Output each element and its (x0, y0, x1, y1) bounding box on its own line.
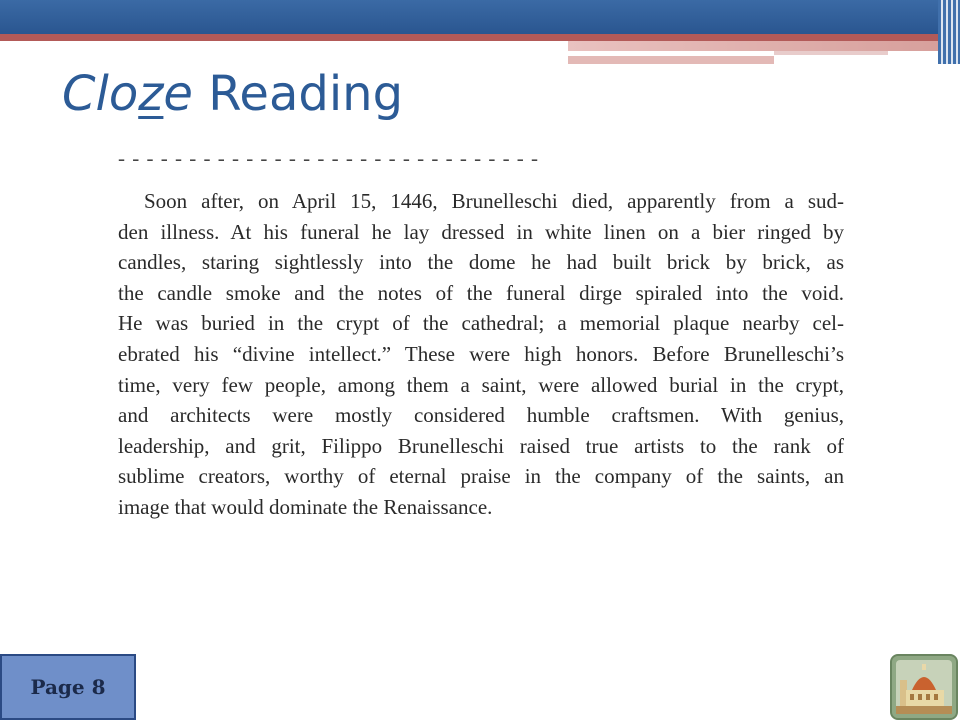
passage-line: image that would dominate the Renaissance. (118, 494, 493, 519)
page-number-label: Page 8 (30, 675, 106, 699)
header-red-band (0, 34, 938, 41)
page-number-box (0, 654, 136, 720)
passage-line: time, very few people, among them a saint, were allowed burial in the crypt, (118, 372, 844, 397)
slide-title (62, 66, 404, 122)
passage-line: Soon after, on April 15, 1446, Brunelleschi died, apparently from a sud- (144, 189, 844, 213)
cutoff-text-line (118, 158, 558, 176)
passage-line: candles, staring sightlessly into the dome he had built brick by brick, as (118, 250, 844, 275)
header-blue-band (0, 0, 938, 34)
passage-line: leadership, and grit, Filippo Brunelleschi raised true artists to the rank of (118, 433, 844, 458)
header-pink-band (568, 41, 938, 51)
duomo-illustration (892, 656, 956, 718)
title-part-1: Clo (62, 66, 139, 122)
cutoff-text: - - - - - - - - - - - - - - - - - - - - - - - - - - - - - - (118, 158, 540, 170)
passage-line: He was buried in the crypt of the cathedral; a memorial plaque nearby cel- (118, 311, 844, 336)
title-italic-e: e (163, 66, 193, 122)
title-part-2: Reading (192, 66, 404, 122)
passage-line: the candle smoke and the notes of the funeral dirge spiraled into the void. (118, 280, 844, 305)
passage-paragraph (118, 186, 844, 523)
header-pink-line (774, 51, 888, 55)
reading-passage-image (118, 158, 844, 558)
title-underlined-letter: z (138, 66, 164, 122)
header-side-stripes (938, 0, 960, 64)
passage-line: sublime creators, worthy of eternal praise in the company of the saints, an (118, 464, 844, 489)
florence-duomo-icon (890, 654, 958, 720)
header-pink-accent (568, 56, 774, 64)
passage-line: den illness. At his funeral he lay dressed in white linen on a bier ringed by (118, 219, 844, 244)
passage-line: ebrated his “divine intellect.” These were high honors. Before Brunelleschi’s (118, 341, 844, 366)
passage-line: and architects were mostly considered humble craftsmen. With genius, (118, 403, 844, 428)
